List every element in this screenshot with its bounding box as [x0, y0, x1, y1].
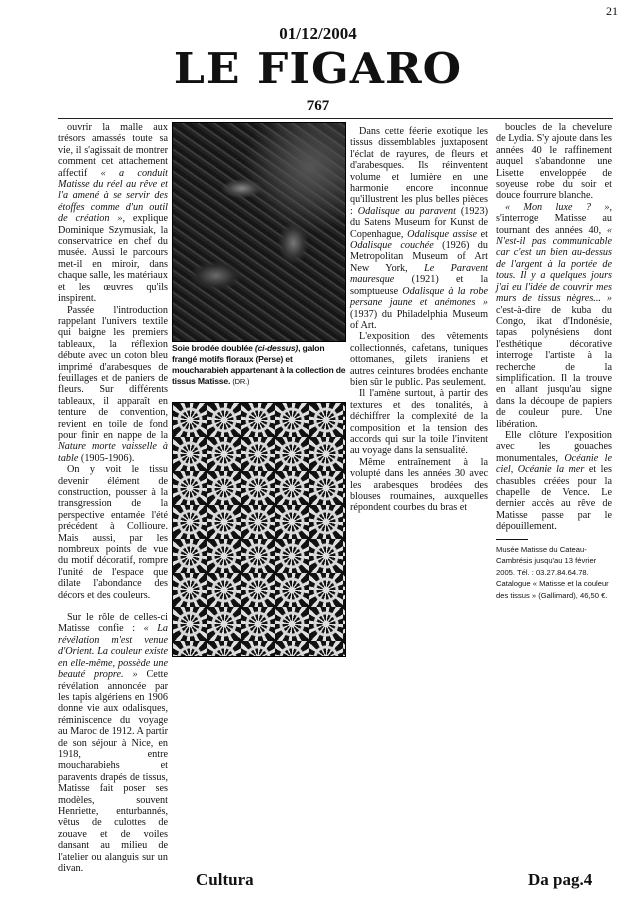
- text: ouvrir la malle aux trésors amassés toute sa vie, il s'agissait de montrer comment cet attachement affectif: [58, 122, 168, 179]
- embroidered-silk-photo: [172, 122, 346, 342]
- italic-text: Nature morte vaisselle à table: [58, 441, 168, 464]
- paragraph: [350, 331, 488, 388]
- text: Passée l'introduction rappelant l'univers textile qui baigne les premiers tableaux, la réflexion débute avec un coton bleu imprimé d'arabesques de feuillages et de paniers de fleurs. Sur différents tableaux, il apparaît en tenture de convention, revient en toile de fond pour finir en nappe de la: [58, 304, 168, 441]
- italic-text: Le Paravent mauresque: [350, 262, 489, 286]
- text: (1923) du Satens Museum for Kunst de Copenhague,: [350, 205, 488, 240]
- italic-text: Odalisque à la robe persane jaune et anémones »: [350, 285, 488, 309]
- italic-text: « a conduit Matisse du réel au rêve et l'a amené à se servir des étoffes comme d'un outil de création »: [58, 167, 168, 225]
- caption-text: , galon frangé motifs floraux (Perse) et moucharabieh appartenant à la collection de tissus Matisse.: [172, 343, 346, 386]
- continued-from: Da pag.4: [528, 870, 593, 889]
- page-number: 21: [606, 4, 618, 18]
- text: Dans cette féerie exotique les tissus dissemblables juxtaposent l'éclat de rayures, de fleurs et d'arabesques. Ils réinventent volume et lumière en une harmonie encore inconnue qu'illustrent les plus belles pièces :: [350, 126, 488, 217]
- italic-text: Océanie le ciel: [496, 452, 612, 476]
- photo-credit: (DR.): [232, 377, 250, 386]
- text: c'est-à-dire de kuba du Congo, ikat d'Indonésie, tapas polynésiens dont l'esthétique décorative interroge l'artiste à la recherche de la simplification. Il la trouve en allant jusqu'au signe dans la découpe de papiers de couleur pure. Une libération.: [496, 304, 612, 430]
- paragraph: [496, 202, 612, 430]
- text: (1905-1906).: [78, 452, 135, 464]
- text: (1921) et la somptueuse: [350, 274, 488, 297]
- caption-text: Soie brodée doublée: [172, 343, 255, 353]
- text: Il l'amène surtout, à partir des textures et des tonalités, à déchiffrer la complexité de la composition et la tension des accords qui sur la toile l'invitent au voyage dans la sensualité.: [350, 388, 488, 457]
- italic-text: Odalisque au paravent: [357, 205, 456, 217]
- text: Même entraînement à la volupté dans les années 30 avec les arabesques brodées des blouses roumaines, auxquelles répondent courbes du bras et: [350, 456, 488, 514]
- text: , s'interroge Matisse au tournant des années 40,: [496, 201, 612, 236]
- paragraph: [350, 388, 488, 456]
- paragraph: [496, 430, 612, 533]
- text: Elle clôture l'exposition avec les gouaches monumentales,: [496, 429, 612, 464]
- masthead-logo: LE FIGARO: [173, 44, 463, 93]
- text: (1926) du Metropolitan Museum of Art New York,: [350, 240, 488, 274]
- italic-text: « La révélation m'est venue d'Orient. La couleur existe en elle-même, possède une beauté propre. »: [58, 623, 168, 681]
- text: et les chasubles créées pour la chapelle de Vence. Le dernier accès au rêve de Matisse passe par le dépouillement.: [496, 464, 612, 533]
- section-name: Cultura: [196, 870, 254, 889]
- text: , explique Dominique Szymusiak, la conservatrice en chef du musée. Aussi le parcours met-il en miroir, dans chaque salle, les matériaux et les œuvres qu'ils inspirent.: [58, 213, 168, 305]
- paragraph: [58, 122, 168, 305]
- issue-number: 767: [306, 98, 330, 114]
- moucharabieh-photo: [172, 402, 346, 657]
- article-column-4: [496, 122, 612, 602]
- article-column-1: [58, 122, 168, 874]
- paragraph: [58, 612, 168, 874]
- text: et: [477, 228, 488, 240]
- italic-text: « Mon luxe ? »: [505, 201, 610, 213]
- text: ,: [510, 464, 518, 476]
- text: Cette révélation annoncée par les tapis algériens en 1906 donne vie aux odalisques, réminiscence du voyage au Maroc de 1912. A partir de son séjour à Nice, en 1918, entre moucharabiehs et paravents drapés de tissus, Matisse fait poser ses modèles, souvent Henriette, enturbannés, vêtus de culottes de zouave et de voiles dansant au milieu de l'atelier ou alanguis sur un divan.: [58, 669, 168, 874]
- issue-date: 01/12/2004: [279, 24, 357, 43]
- text: L'exposition des vêtements collectionnés, cafetans, tuniques ottomanes, gilets iraniens et autres ceintures brodées enchante bien sûr le public. Pas seulement.: [350, 331, 488, 388]
- header-rule: [58, 118, 613, 119]
- paragraph: [350, 457, 488, 514]
- text: (1937) du Philadelphia Museum of Art.: [350, 308, 488, 331]
- exhibition-info: Musée Matisse du Cateau-Cambrésis jusqu'au 13 février 2005. Tél. : 03.27.84.64.78. Catalogue « Matisse et la couleur des tissus » (Gallimard), 46,50 €.: [496, 544, 609, 600]
- italic-text: Odalisque assise: [407, 228, 477, 240]
- text: boucles de la chevelure de Lydia. S'y ajoute dans les années 40 le raffinement auquel s'abandonne une Lisette enveloppée de soyeuse robe du soir et douce fourrure blanche.: [496, 122, 612, 202]
- paragraph: [350, 126, 488, 331]
- column-4-text: [496, 122, 612, 533]
- text: Sur le rôle de celles-ci Matisse confie :: [58, 612, 168, 635]
- italic-text: Odalisque couchée: [350, 240, 434, 252]
- article-column-3: [350, 126, 488, 514]
- photo-caption: [172, 343, 347, 387]
- caption-italic: (ci-dessus): [254, 343, 299, 353]
- italic-text: « N'est-il pas communicable car c'est un bien au-dessus de l'argent à la portée de tous. Il y a quelques jours j'ai eu l'idée de couvrir mes murs de tissus nègres... »: [496, 224, 612, 305]
- paragraph: [58, 464, 168, 601]
- italic-text: Océanie la mer: [517, 464, 585, 476]
- paragraph: [58, 305, 168, 465]
- info-divider: [496, 539, 528, 540]
- paragraph: [496, 122, 612, 202]
- text: On y voit le tissu devenir élément de construction, pousser à la transgression de la perspective entamée l'été précédent à Collioure. Mais aussi, par les nombreux points de vue du motif décoratif, rompre l'unité de l'espace que dilate l'abondance des décors et des couleurs.: [58, 464, 168, 601]
